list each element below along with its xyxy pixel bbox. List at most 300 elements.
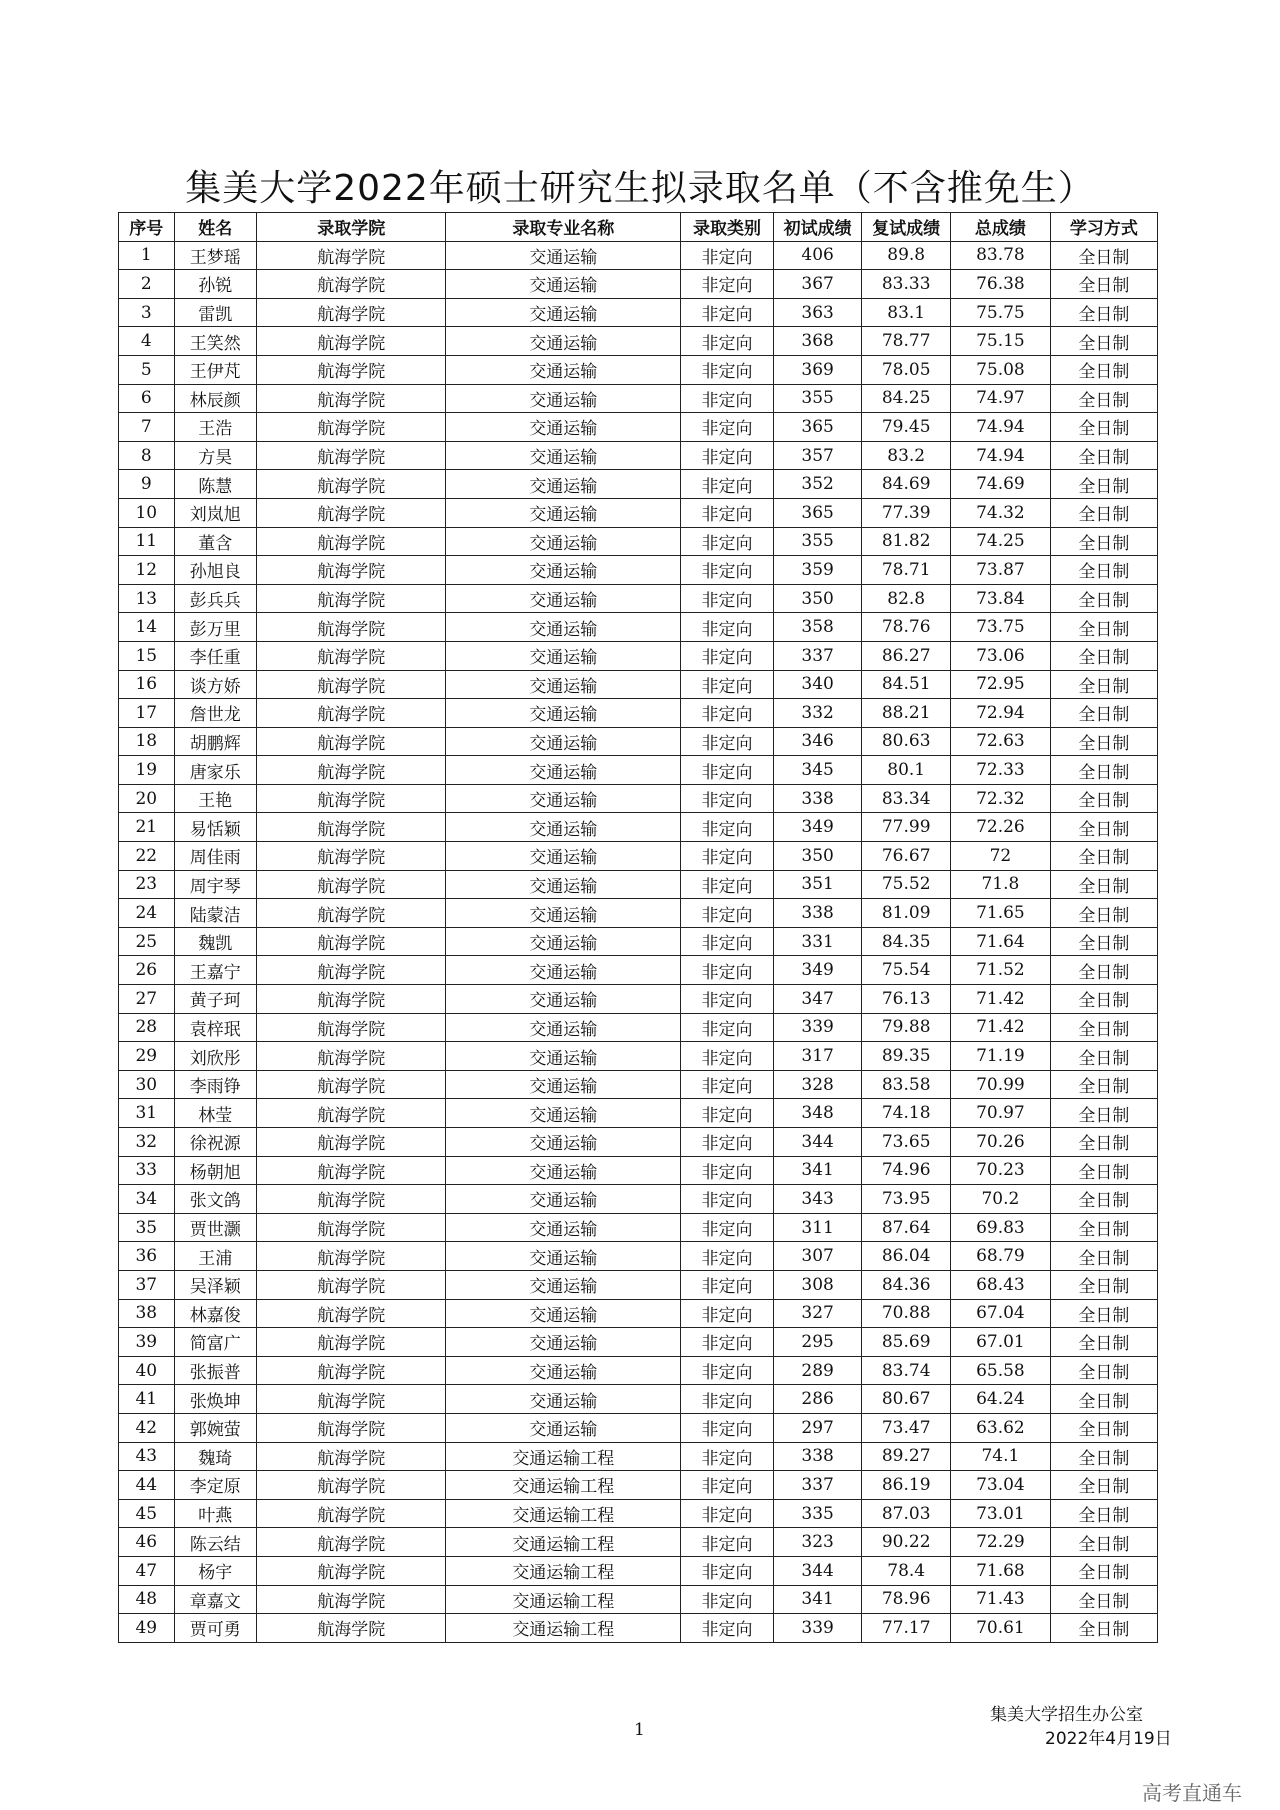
table-row [119,498,1158,527]
cell-col-college: 航海学院 [256,1614,445,1643]
cell-col-name: 刘岚旭 [174,498,256,527]
table-row [119,1556,1158,1585]
cell-col-total-score: 71.68 [950,1556,1050,1585]
cell-col-seq: 38 [119,1299,175,1328]
cell-col-prelim-score: 308 [773,1270,862,1299]
cell-col-name: 孙旭良 [174,556,256,585]
admission-table [118,212,1158,1643]
cell-col-prelim-score: 348 [773,1099,862,1128]
cell-col-college: 航海学院 [256,470,445,499]
cell-col-study-mode: 全日制 [1050,327,1157,356]
cell-col-seq: 20 [119,784,175,813]
cell-col-prelim-score: 347 [773,985,862,1014]
cell-col-prelim-score: 327 [773,1299,862,1328]
table-row [119,813,1158,842]
cell-col-college: 航海学院 [256,870,445,899]
cell-col-study-mode: 全日制 [1050,1413,1157,1442]
cell-col-category: 非定向 [681,298,774,327]
table-row [119,842,1158,871]
cell-col-category: 非定向 [681,1556,774,1585]
cell-col-category: 非定向 [681,498,774,527]
cell-col-prelim-score: 286 [773,1385,862,1414]
cell-col-major: 交通运输 [446,842,681,871]
cell-col-seq: 46 [119,1528,175,1557]
cell-col-study-mode: 全日制 [1050,1528,1157,1557]
cell-col-prelim-score: 337 [773,1471,862,1500]
cell-col-name: 杨朝旭 [174,1156,256,1185]
cell-col-category: 非定向 [681,613,774,642]
cell-col-study-mode: 全日制 [1050,1299,1157,1328]
cell-col-prelim-score: 365 [773,413,862,442]
cell-col-study-mode: 全日制 [1050,1614,1157,1643]
table-row [119,784,1158,813]
cell-col-college: 航海学院 [256,556,445,585]
cell-col-prelim-score: 317 [773,1042,862,1071]
cell-col-seq: 22 [119,842,175,871]
cell-col-major: 交通运输 [446,813,681,842]
cell-col-college: 航海学院 [256,584,445,613]
cell-col-college: 航海学院 [256,413,445,442]
cell-col-prelim-score: 337 [773,641,862,670]
cell-col-prelim-score: 343 [773,1185,862,1214]
cell-col-name: 詹世龙 [174,699,256,728]
cell-col-name: 贾可勇 [174,1614,256,1643]
cell-col-prelim-score: 289 [773,1356,862,1385]
page-number: 1 [634,1720,645,1740]
cell-col-name: 孙锐 [174,270,256,299]
cell-col-study-mode: 全日制 [1050,1042,1157,1071]
cell-col-college: 航海学院 [256,1499,445,1528]
cell-col-major: 交通运输 [446,1242,681,1271]
cell-col-category: 非定向 [681,441,774,470]
table-row [119,1185,1158,1214]
cell-col-name: 周佳雨 [174,842,256,871]
cell-col-college: 航海学院 [256,1099,445,1128]
cell-col-study-mode: 全日制 [1050,1385,1157,1414]
cell-col-name: 王伊芃 [174,355,256,384]
cell-col-name: 雷凯 [174,298,256,327]
cell-col-seq: 10 [119,498,175,527]
table-row [119,1128,1158,1157]
cell-col-name: 魏琦 [174,1442,256,1471]
cell-col-college: 航海学院 [256,1385,445,1414]
cell-col-total-score: 71.43 [950,1585,1050,1614]
cell-col-name: 杨宇 [174,1556,256,1585]
cell-col-seq: 11 [119,527,175,556]
cell-col-category: 非定向 [681,384,774,413]
cell-col-college: 航海学院 [256,1442,445,1471]
cell-col-category: 非定向 [681,1156,774,1185]
cell-col-seq: 31 [119,1099,175,1128]
cell-col-seq: 26 [119,956,175,985]
cell-col-study-mode: 全日制 [1050,1156,1157,1185]
cell-col-college: 航海学院 [256,327,445,356]
cell-col-college: 航海学院 [256,1185,445,1214]
cell-col-retest-score: 90.22 [862,1528,951,1557]
cell-col-total-score: 74.32 [950,498,1050,527]
cell-col-college: 航海学院 [256,1356,445,1385]
table-row [119,985,1158,1014]
cell-col-prelim-score: 355 [773,384,862,413]
cell-col-category: 非定向 [681,1099,774,1128]
cell-col-total-score: 73.04 [950,1471,1050,1500]
cell-col-study-mode: 全日制 [1050,699,1157,728]
cell-col-seq: 23 [119,870,175,899]
table-row [119,1270,1158,1299]
cell-col-seq: 27 [119,985,175,1014]
cell-col-retest-score: 89.8 [862,241,951,270]
cell-col-major: 交通运输 [446,1099,681,1128]
table-row [119,1328,1158,1357]
cell-col-total-score: 71.42 [950,985,1050,1014]
cell-col-total-score: 70.61 [950,1614,1050,1643]
cell-col-total-score: 76.38 [950,270,1050,299]
cell-col-prelim-score: 332 [773,699,862,728]
cell-col-total-score: 70.97 [950,1099,1050,1128]
cell-col-seq: 15 [119,641,175,670]
cell-col-category: 非定向 [681,1585,774,1614]
cell-col-study-mode: 全日制 [1050,498,1157,527]
table-row [119,1070,1158,1099]
cell-col-category: 非定向 [681,1042,774,1071]
table-row [119,1413,1158,1442]
cell-col-seq: 1 [119,241,175,270]
cell-col-retest-score: 80.67 [862,1385,951,1414]
cell-col-college: 航海学院 [256,1156,445,1185]
table-row [119,1213,1158,1242]
cell-col-total-score: 72.26 [950,813,1050,842]
cell-col-total-score: 75.75 [950,298,1050,327]
cell-col-study-mode: 全日制 [1050,1242,1157,1271]
header-col-seq: 序号 [119,213,175,242]
header-col-total-score: 总成绩 [950,213,1050,242]
cell-col-major: 交通运输 [446,985,681,1014]
cell-col-category: 非定向 [681,470,774,499]
cell-col-name: 徐祝源 [174,1128,256,1157]
cell-col-prelim-score: 344 [773,1556,862,1585]
cell-col-major: 交通运输 [446,1070,681,1099]
cell-col-major: 交通运输 [446,956,681,985]
cell-col-name: 林莹 [174,1099,256,1128]
cell-col-retest-score: 73.95 [862,1185,951,1214]
cell-col-college: 航海学院 [256,355,445,384]
cell-col-name: 易恬颖 [174,813,256,842]
cell-col-category: 非定向 [681,1385,774,1414]
cell-col-total-score: 73.75 [950,613,1050,642]
cell-col-retest-score: 75.52 [862,870,951,899]
cell-col-study-mode: 全日制 [1050,1356,1157,1385]
cell-col-total-score: 73.01 [950,1499,1050,1528]
cell-col-seq: 34 [119,1185,175,1214]
cell-col-major: 交通运输 [446,241,681,270]
cell-col-study-mode: 全日制 [1050,298,1157,327]
cell-col-prelim-score: 341 [773,1156,862,1185]
cell-col-category: 非定向 [681,355,774,384]
cell-col-retest-score: 74.18 [862,1099,951,1128]
cell-col-seq: 14 [119,613,175,642]
cell-col-name: 李雨铮 [174,1070,256,1099]
cell-col-study-mode: 全日制 [1050,1585,1157,1614]
table-row [119,1499,1158,1528]
table-row [119,270,1158,299]
table-row [119,1442,1158,1471]
table-row [119,870,1158,899]
cell-col-category: 非定向 [681,756,774,785]
cell-col-total-score: 72.63 [950,727,1050,756]
table-row [119,1013,1158,1042]
cell-col-retest-score: 85.69 [862,1328,951,1357]
table-row [119,1156,1158,1185]
cell-col-prelim-score: 307 [773,1242,862,1271]
cell-col-retest-score: 77.99 [862,813,951,842]
cell-col-prelim-score: 367 [773,270,862,299]
cell-col-prelim-score: 357 [773,441,862,470]
cell-col-category: 非定向 [681,1413,774,1442]
cell-col-college: 航海学院 [256,1585,445,1614]
cell-col-total-score: 74.97 [950,384,1050,413]
cell-col-category: 非定向 [681,527,774,556]
cell-col-seq: 28 [119,1013,175,1042]
cell-col-prelim-score: 406 [773,241,862,270]
cell-col-study-mode: 全日制 [1050,1013,1157,1042]
cell-col-seq: 33 [119,1156,175,1185]
cell-col-category: 非定向 [681,1270,774,1299]
cell-col-major: 交通运输 [446,556,681,585]
cell-col-major: 交通运输 [446,498,681,527]
cell-col-prelim-score: 295 [773,1328,862,1357]
cell-col-college: 航海学院 [256,899,445,928]
cell-col-prelim-score: 369 [773,355,862,384]
table-row [119,727,1158,756]
cell-col-college: 航海学院 [256,1328,445,1357]
cell-col-study-mode: 全日制 [1050,355,1157,384]
cell-col-major: 交通运输工程 [446,1585,681,1614]
cell-col-major: 交通运输 [446,1185,681,1214]
watermark-text: 高考直通车 [1142,1781,1242,1805]
table-row [119,927,1158,956]
cell-col-seq: 12 [119,556,175,585]
table-row [119,527,1158,556]
cell-col-major: 交通运输工程 [446,1442,681,1471]
cell-col-major: 交通运输 [446,470,681,499]
cell-col-name: 张振普 [174,1356,256,1385]
cell-col-retest-score: 70.88 [862,1299,951,1328]
cell-col-college: 航海学院 [256,241,445,270]
table-row [119,441,1158,470]
cell-col-name: 董含 [174,527,256,556]
table-row [119,1242,1158,1271]
cell-col-name: 唐家乐 [174,756,256,785]
cell-col-total-score: 68.79 [950,1242,1050,1271]
header-col-major: 录取专业名称 [446,213,681,242]
cell-col-category: 非定向 [681,1185,774,1214]
cell-col-study-mode: 全日制 [1050,870,1157,899]
cell-col-prelim-score: 363 [773,298,862,327]
cell-col-seq: 47 [119,1556,175,1585]
cell-col-prelim-score: 350 [773,584,862,613]
cell-col-study-mode: 全日制 [1050,413,1157,442]
cell-col-prelim-score: 368 [773,327,862,356]
cell-col-study-mode: 全日制 [1050,1442,1157,1471]
cell-col-major: 交通运输 [446,527,681,556]
cell-col-category: 非定向 [681,1013,774,1042]
cell-col-prelim-score: 352 [773,470,862,499]
cell-col-college: 航海学院 [256,384,445,413]
cell-col-category: 非定向 [681,270,774,299]
cell-col-major: 交通运输 [446,1328,681,1357]
cell-col-study-mode: 全日制 [1050,1499,1157,1528]
cell-col-major: 交通运输 [446,1356,681,1385]
cell-col-prelim-score: 351 [773,870,862,899]
cell-col-category: 非定向 [681,813,774,842]
cell-col-prelim-score: 345 [773,756,862,785]
cell-col-retest-score: 80.63 [862,727,951,756]
cell-col-category: 非定向 [681,1442,774,1471]
cell-col-college: 航海学院 [256,613,445,642]
cell-col-prelim-score: 365 [773,498,862,527]
cell-col-name: 张文鸽 [174,1185,256,1214]
cell-col-total-score: 74.1 [950,1442,1050,1471]
cell-col-major: 交通运输 [446,727,681,756]
cell-col-name: 章嘉文 [174,1585,256,1614]
table-row [119,413,1158,442]
cell-col-retest-score: 84.25 [862,384,951,413]
cell-col-major: 交通运输工程 [446,1499,681,1528]
cell-col-name: 谈方娇 [174,670,256,699]
cell-col-category: 非定向 [681,1614,774,1643]
table-row [119,1528,1158,1557]
cell-col-seq: 18 [119,727,175,756]
cell-col-major: 交通运输 [446,441,681,470]
header-col-college: 录取学院 [256,213,445,242]
cell-col-prelim-score: 358 [773,613,862,642]
cell-col-prelim-score: 349 [773,956,862,985]
table-row [119,470,1158,499]
cell-col-college: 航海学院 [256,842,445,871]
cell-col-major: 交通运输 [446,1013,681,1042]
cell-col-total-score: 74.25 [950,527,1050,556]
table-row [119,641,1158,670]
cell-col-college: 航海学院 [256,1013,445,1042]
cell-col-retest-score: 84.36 [862,1270,951,1299]
cell-col-total-score: 70.26 [950,1128,1050,1157]
cell-col-retest-score: 83.2 [862,441,951,470]
cell-col-study-mode: 全日制 [1050,784,1157,813]
cell-col-college: 航海学院 [256,1299,445,1328]
cell-col-total-score: 70.2 [950,1185,1050,1214]
cell-col-study-mode: 全日制 [1050,1556,1157,1585]
cell-col-total-score: 72 [950,842,1050,871]
cell-col-name: 叶燕 [174,1499,256,1528]
cell-col-total-score: 71.42 [950,1013,1050,1042]
cell-col-retest-score: 78.76 [862,613,951,642]
cell-col-study-mode: 全日制 [1050,1471,1157,1500]
cell-col-study-mode: 全日制 [1050,241,1157,270]
header-col-retest-score: 复试成绩 [862,213,951,242]
cell-col-retest-score: 89.35 [862,1042,951,1071]
table-row [119,613,1158,642]
cell-col-major: 交通运输工程 [446,1528,681,1557]
cell-col-college: 航海学院 [256,1556,445,1585]
cell-col-seq: 40 [119,1356,175,1385]
cell-col-college: 航海学院 [256,756,445,785]
cell-col-category: 非定向 [681,670,774,699]
cell-col-study-mode: 全日制 [1050,1328,1157,1357]
cell-col-total-score: 73.06 [950,641,1050,670]
cell-col-study-mode: 全日制 [1050,756,1157,785]
cell-col-major: 交通运输 [446,270,681,299]
cell-col-retest-score: 89.27 [862,1442,951,1471]
cell-col-study-mode: 全日制 [1050,813,1157,842]
cell-col-college: 航海学院 [256,956,445,985]
cell-col-category: 非定向 [681,1528,774,1557]
cell-col-study-mode: 全日制 [1050,613,1157,642]
cell-col-seq: 4 [119,327,175,356]
table-row [119,241,1158,270]
cell-col-college: 航海学院 [256,699,445,728]
cell-col-retest-score: 86.27 [862,641,951,670]
cell-col-total-score: 71.64 [950,927,1050,956]
cell-col-seq: 44 [119,1471,175,1500]
cell-col-name: 周宇琴 [174,870,256,899]
cell-col-prelim-score: 346 [773,727,862,756]
cell-col-prelim-score: 338 [773,899,862,928]
cell-col-study-mode: 全日制 [1050,384,1157,413]
cell-col-college: 航海学院 [256,298,445,327]
table-row [119,584,1158,613]
cell-col-retest-score: 78.77 [862,327,951,356]
cell-col-prelim-score: 335 [773,1499,862,1528]
cell-col-prelim-score: 328 [773,1070,862,1099]
cell-col-total-score: 75.15 [950,327,1050,356]
cell-col-study-mode: 全日制 [1050,1070,1157,1099]
cell-col-study-mode: 全日制 [1050,727,1157,756]
cell-col-retest-score: 82.8 [862,584,951,613]
cell-col-major: 交通运输 [446,1128,681,1157]
cell-col-study-mode: 全日制 [1050,584,1157,613]
cell-col-category: 非定向 [681,1328,774,1357]
cell-col-name: 王艳 [174,784,256,813]
cell-col-name: 王浦 [174,1242,256,1271]
cell-col-name: 简富广 [174,1328,256,1357]
cell-col-name: 陆蒙洁 [174,899,256,928]
cell-col-name: 贾世灏 [174,1213,256,1242]
cell-col-category: 非定向 [681,1128,774,1157]
cell-col-major: 交通运输 [446,870,681,899]
issue-date: 2022年4月19日 [1045,1729,1172,1749]
cell-col-retest-score: 78.96 [862,1585,951,1614]
cell-col-retest-score: 84.35 [862,927,951,956]
cell-col-retest-score: 83.58 [862,1070,951,1099]
cell-col-seq: 5 [119,355,175,384]
cell-col-retest-score: 84.69 [862,470,951,499]
cell-col-major: 交通运输 [446,1270,681,1299]
table-row [119,1099,1158,1128]
cell-col-name: 魏凯 [174,927,256,956]
cell-col-study-mode: 全日制 [1050,1128,1157,1157]
cell-col-seq: 30 [119,1070,175,1099]
cell-col-study-mode: 全日制 [1050,670,1157,699]
cell-col-prelim-score: 311 [773,1213,862,1242]
cell-col-college: 航海学院 [256,1471,445,1500]
table-row [119,670,1158,699]
cell-col-category: 非定向 [681,842,774,871]
cell-col-retest-score: 87.64 [862,1213,951,1242]
cell-col-total-score: 73.87 [950,556,1050,585]
cell-col-seq: 21 [119,813,175,842]
cell-col-seq: 6 [119,384,175,413]
cell-col-prelim-score: 341 [773,1585,862,1614]
